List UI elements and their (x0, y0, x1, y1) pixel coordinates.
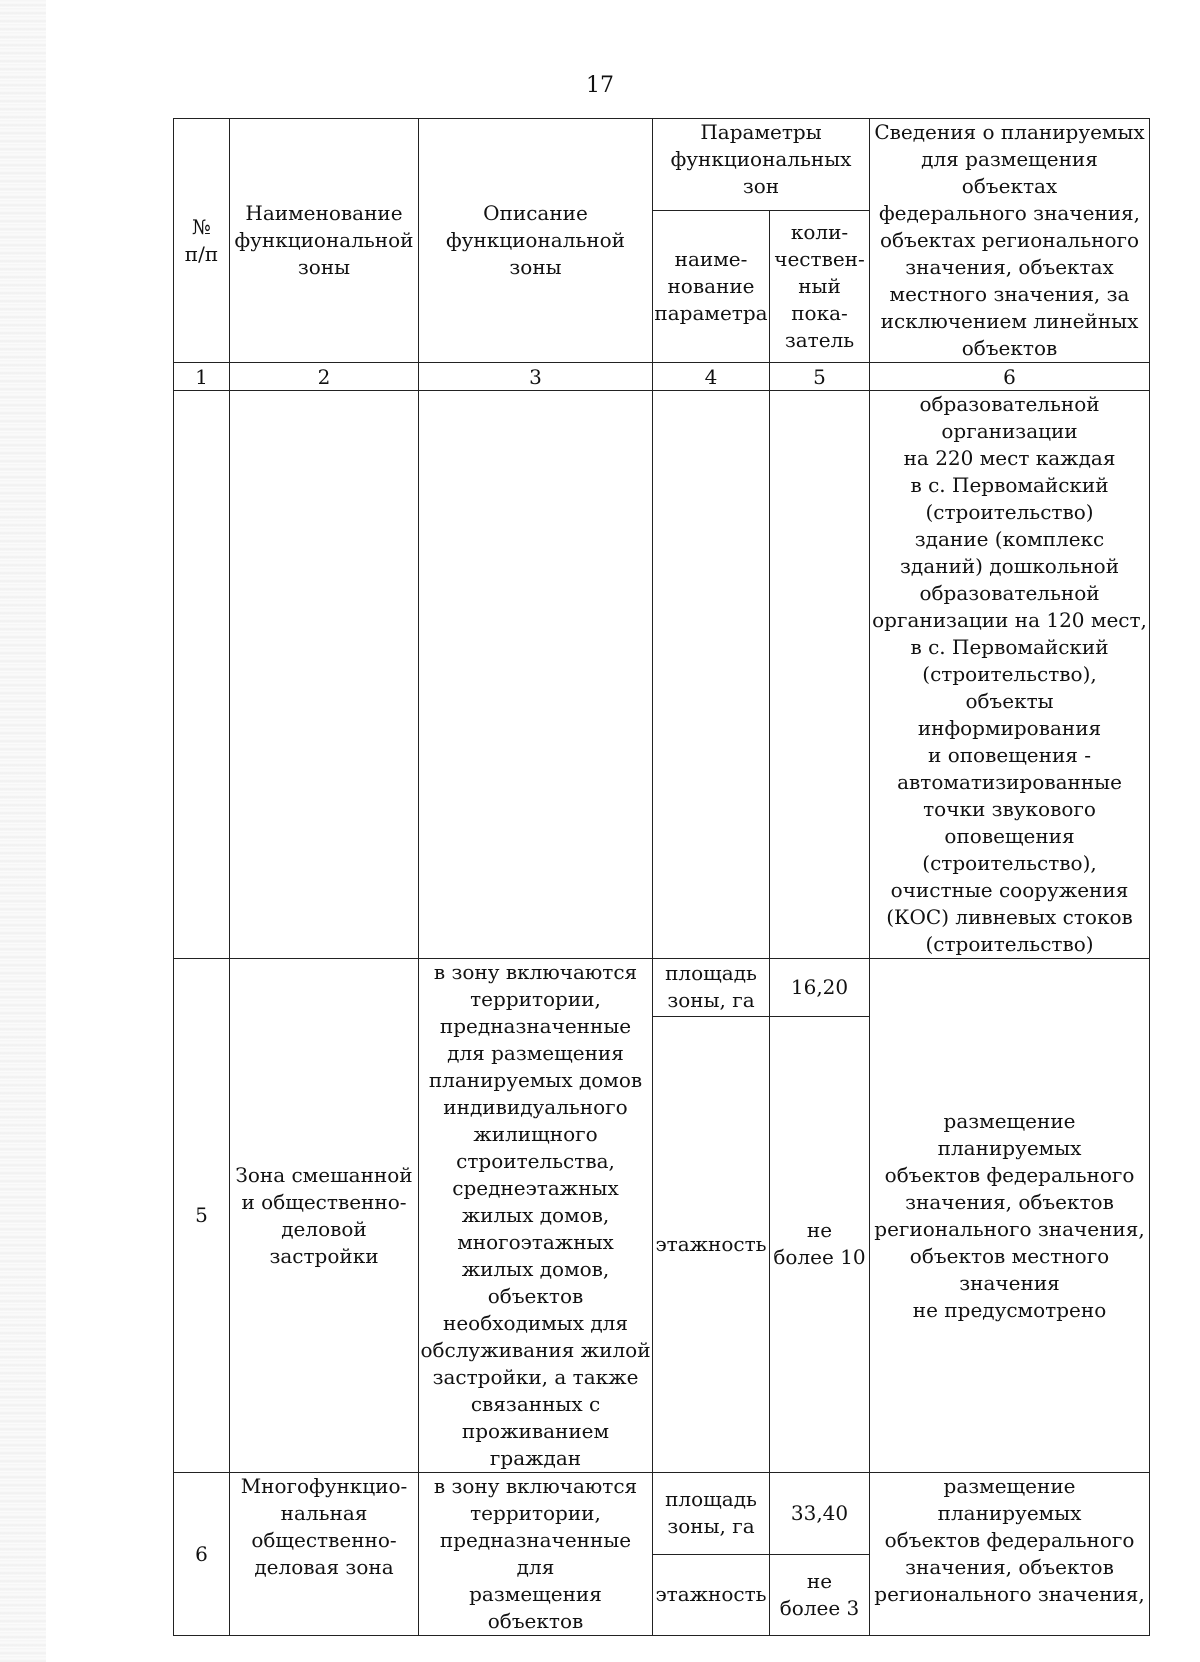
row-zone-description: в зону включаются территории, предназначенные для размещения планируемых домов индивидуального жилищного строительства, среднеэтажных жилых домов, многоэтажных жилых домов, объектов необходимых для обслуживания жилой застройки, а также связанных с проживанием граждан (419, 959, 653, 1473)
column-number: 2 (230, 363, 419, 391)
table-row-zone-6 (174, 1473, 1150, 1555)
row-number: 5 (174, 959, 230, 1473)
row-param-name-floors: этажность (653, 1016, 770, 1472)
row-planned-objects: размещение планируемых объектов федерального значения, объектов регионального значения, объектов местного значения не предусмотрено (870, 959, 1150, 1473)
row-param-name (653, 391, 770, 959)
header-param-value: коли- чествен- ный пока- затель (770, 210, 870, 362)
row-param-name-area: площадь зоны, га (653, 1473, 770, 1555)
row-param-value-floors: не более 3 (770, 1554, 870, 1636)
scan-edge-artifact (0, 0, 46, 1662)
column-numbers-row (174, 363, 1150, 391)
header-zone-name: Наименование функциональной зоны (230, 119, 419, 363)
row-number (174, 391, 230, 959)
header-zone-params: Параметры функциональных зон (653, 119, 870, 211)
row-param-name-floors: этажность (653, 1554, 770, 1636)
row-param-value (770, 391, 870, 959)
row-zone-description: в зону включаются территории, предназначенные для размещения объектов (419, 1473, 653, 1636)
row-param-value-area: 33,40 (770, 1473, 870, 1555)
header-number: № п/п (174, 119, 230, 363)
row-zone-name: Зона смешанной и общественно- деловой застройки (230, 959, 419, 1473)
column-number: 5 (770, 363, 870, 391)
row-zone-description (419, 391, 653, 959)
header-param-name: наиме- нование параметра (653, 210, 770, 362)
row-param-name-area: площадь зоны, га (653, 959, 770, 1017)
header-row (174, 119, 1150, 211)
page-number: 17 (586, 73, 614, 98)
column-number: 6 (870, 363, 1150, 391)
functional-zones-table (173, 118, 1150, 1636)
column-number: 4 (653, 363, 770, 391)
row-zone-name: Многофункцио- нальная общественно- деловая зона (230, 1473, 419, 1636)
header-planned-objects: Сведения о планируемых для размещения объектах федерального значения, объектах регионального значения, объектах местного значения, за исключением линейных объектов (870, 119, 1150, 363)
row-param-value-area: 16,20 (770, 959, 870, 1017)
row-number: 6 (174, 1473, 230, 1636)
row-planned-objects: размещение планируемых объектов федерального значения, объектов регионального значения, (870, 1473, 1150, 1636)
table-row (174, 391, 1150, 959)
row-param-value-floors: не более 10 (770, 1016, 870, 1472)
header-zone-description: Описание функциональной зоны (419, 119, 653, 363)
table-row-zone-5 (174, 959, 1150, 1017)
column-number: 1 (174, 363, 230, 391)
row-planned-objects: образовательной организации на 220 мест каждая в с. Первомайский (строительство) здание (комплекс зданий) дошкольной образовательной организации на 120 мест, в с. Первомайский (строительство), объекты информирования и оповещения - автоматизированные точки звукового оповещения (строительство), очистные сооружения (КОС) ливневых стоков (строительство) (870, 391, 1150, 959)
row-zone-name (230, 391, 419, 959)
column-number: 3 (419, 363, 653, 391)
